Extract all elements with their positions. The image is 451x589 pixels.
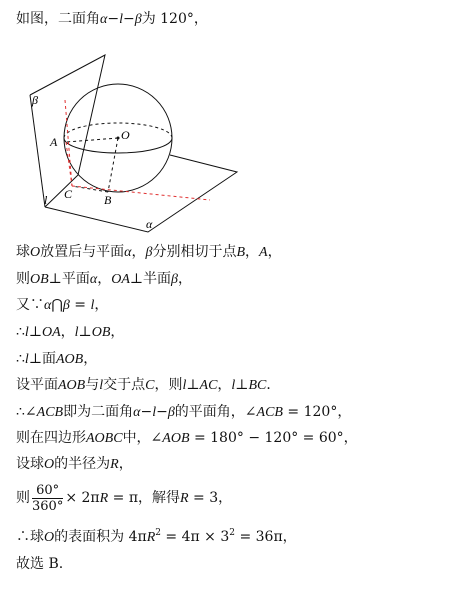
symbol: O bbox=[44, 530, 55, 545]
symbol: BC bbox=[248, 378, 267, 393]
text: ， bbox=[245, 244, 260, 260]
answer-line bbox=[16, 555, 63, 573]
text: ∴ bbox=[16, 324, 25, 340]
label-B: B bbox=[104, 193, 112, 207]
text: ⊥ bbox=[186, 377, 200, 393]
text: ∴球 bbox=[16, 529, 44, 545]
symbol: AC bbox=[199, 378, 218, 393]
text: 放置后与平面 bbox=[40, 244, 125, 260]
text: − bbox=[140, 404, 153, 420]
text: = 36π， bbox=[235, 529, 297, 545]
symbol: l bbox=[90, 298, 95, 313]
text: 则 bbox=[16, 490, 30, 506]
symbol-l: l bbox=[119, 12, 123, 27]
text: 的平面角，∠ bbox=[174, 404, 257, 420]
text: 交于点 bbox=[103, 377, 146, 393]
symbol: α bbox=[133, 405, 141, 420]
text: ， bbox=[217, 377, 232, 393]
text: 即为二面角 bbox=[63, 404, 134, 420]
text: ∴∠ bbox=[16, 404, 37, 420]
text: = 3， bbox=[188, 490, 233, 506]
superscript: 2 bbox=[155, 528, 161, 538]
problem-statement bbox=[16, 10, 208, 29]
solution-line-9 bbox=[16, 455, 133, 474]
text: ， bbox=[110, 324, 125, 340]
symbol: l bbox=[24, 352, 29, 367]
text: ⊥平面 bbox=[48, 271, 90, 287]
symbol: l bbox=[99, 378, 104, 393]
solution-line-3 bbox=[16, 296, 108, 315]
text: ， bbox=[131, 244, 146, 260]
label-l: l bbox=[44, 193, 48, 207]
text: − bbox=[122, 11, 135, 27]
text: = bbox=[69, 297, 91, 313]
solution-line-8 bbox=[16, 429, 358, 448]
symbol: OA bbox=[41, 325, 61, 340]
text: 中，∠ bbox=[122, 430, 163, 446]
symbol: l bbox=[182, 378, 187, 393]
label-O: O bbox=[121, 128, 130, 142]
text: 分别相切于点 bbox=[152, 244, 237, 260]
text: 的半径为 bbox=[54, 456, 111, 472]
symbol: OB bbox=[91, 325, 111, 340]
text: 设球 bbox=[16, 456, 44, 472]
text: ⋂ bbox=[51, 297, 63, 313]
text: ∴ bbox=[16, 351, 25, 367]
text: ⊥ bbox=[78, 324, 92, 340]
text: − bbox=[107, 11, 120, 27]
solution-line-11 bbox=[16, 528, 297, 547]
label-A: A bbox=[50, 135, 58, 149]
text: ， bbox=[178, 271, 193, 287]
symbol: α bbox=[89, 272, 98, 287]
symbol: β bbox=[62, 298, 70, 313]
text: 为 120°， bbox=[141, 11, 208, 27]
text: ，则 bbox=[154, 377, 183, 393]
solution-line-2 bbox=[16, 270, 192, 289]
symbol: α bbox=[44, 298, 52, 313]
symbol: β bbox=[145, 245, 153, 260]
text: ． bbox=[266, 377, 281, 393]
symbol: AOB bbox=[55, 352, 84, 367]
symbol: OA bbox=[111, 272, 130, 287]
symbol: R bbox=[99, 491, 109, 506]
solution-line-4 bbox=[16, 323, 124, 342]
symbol: l bbox=[24, 325, 29, 340]
radius-OB bbox=[108, 138, 118, 192]
text: = 4π × 3 bbox=[160, 529, 230, 545]
text: 如图，二面角 bbox=[16, 11, 100, 27]
text: ⊥半面 bbox=[129, 271, 172, 287]
text: 设平面 bbox=[16, 377, 58, 393]
text: 球 bbox=[16, 244, 30, 260]
symbol: l bbox=[152, 405, 157, 420]
text: = 180° − 120° = 60°， bbox=[189, 430, 358, 446]
symbol: AOB bbox=[58, 378, 86, 393]
solution-line-6 bbox=[16, 376, 280, 395]
fraction bbox=[32, 483, 63, 514]
label-C: C bbox=[64, 187, 73, 201]
text: 又∵ bbox=[16, 297, 44, 313]
text: ⊥面 bbox=[28, 351, 56, 367]
symbol: AOB bbox=[162, 431, 190, 446]
radius-OA bbox=[66, 138, 118, 142]
text: 则在四边形 bbox=[16, 430, 86, 446]
point-O bbox=[117, 137, 120, 140]
fraction-numerator: 60° bbox=[32, 483, 63, 499]
symbol: α bbox=[124, 245, 132, 260]
label-beta: β bbox=[32, 93, 38, 107]
symbol: R bbox=[146, 530, 156, 545]
solution-line-10 bbox=[16, 482, 232, 515]
text: ， bbox=[267, 244, 282, 260]
fraction-denominator: 360° bbox=[32, 498, 64, 514]
superscript: 2 bbox=[229, 528, 235, 538]
symbol: A bbox=[259, 245, 268, 260]
symbol: ACB bbox=[36, 405, 64, 420]
text: ， bbox=[60, 324, 75, 340]
text: 故选 B. bbox=[16, 556, 64, 572]
geometry-figure bbox=[0, 0, 451, 260]
symbol: O bbox=[44, 457, 55, 472]
symbol: ACB bbox=[256, 405, 283, 420]
text: × 2π bbox=[65, 490, 100, 506]
text: ， bbox=[83, 351, 98, 367]
text: ， bbox=[97, 271, 112, 287]
plane-alpha-edge bbox=[45, 155, 237, 232]
symbol: β bbox=[167, 405, 175, 420]
symbol: l bbox=[231, 378, 236, 393]
solution-line-5 bbox=[16, 350, 97, 369]
text: − bbox=[156, 404, 168, 420]
symbol: R bbox=[180, 491, 189, 506]
symbol-beta: β bbox=[134, 12, 142, 27]
symbol: AOBC bbox=[86, 431, 123, 446]
symbol: O bbox=[30, 245, 41, 260]
text: ， bbox=[118, 456, 133, 472]
symbol: C bbox=[145, 378, 155, 393]
text: ⊥ bbox=[235, 377, 249, 393]
equator-back bbox=[64, 123, 172, 138]
text: ， bbox=[94, 297, 109, 313]
text: 的表面积为 4π bbox=[54, 529, 147, 545]
symbol-alpha: α bbox=[100, 12, 108, 27]
text: ⊥ bbox=[28, 324, 42, 340]
solution-line-1 bbox=[16, 243, 282, 262]
text: = 120°， bbox=[282, 404, 352, 420]
label-alpha: α bbox=[146, 217, 153, 231]
red-dashed-2 bbox=[72, 186, 210, 200]
symbol: l bbox=[74, 325, 79, 340]
symbol: B bbox=[236, 245, 246, 260]
symbol: OB bbox=[30, 272, 49, 287]
symbol: β bbox=[171, 272, 179, 287]
symbol: R bbox=[110, 457, 119, 472]
solution-line-7 bbox=[16, 403, 351, 422]
text: 与 bbox=[85, 377, 100, 393]
plane-beta-left-edge bbox=[30, 95, 45, 207]
text: = π，解得 bbox=[108, 490, 181, 506]
text: 则 bbox=[16, 271, 30, 287]
